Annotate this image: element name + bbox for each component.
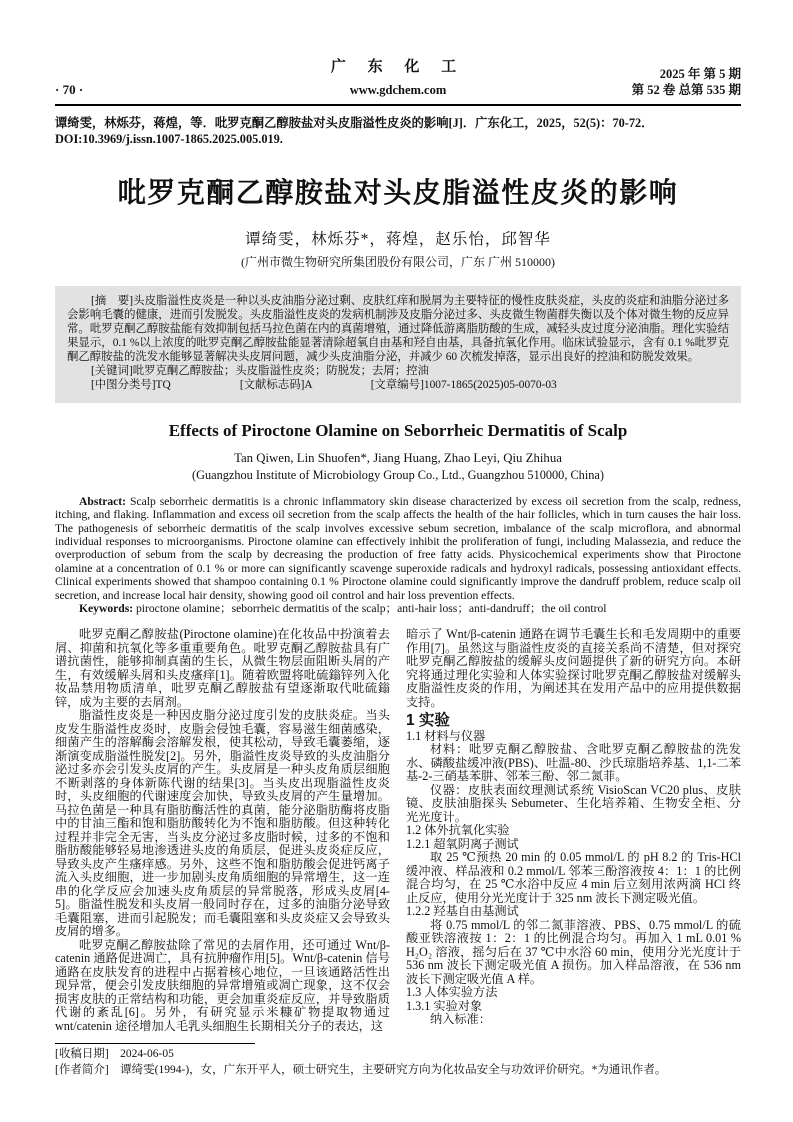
abstract-en <box>55 495 741 602</box>
journal-masthead <box>225 58 571 98</box>
keywords-en-label: Keywords: <box>79 601 134 615</box>
body-paragraph: 将 0.75 mmol/L 的邻二氮菲溶液、PBS、0.75 mmol/L 的硫酸亚铁溶液按 1：2：1 的比例混合均匀。再加入 1 mL 0.01 % H₂O₂ 溶液，摇匀后在 37 ℃中水浴 60 min，使用分光光度计于 536 nm 波长下测定吸光值 A 损伤。加入样品溶液，在 536 nm 波长下测定吸光值 A 样。 <box>406 917 741 986</box>
abstract-en-label: Abstract: <box>79 494 127 508</box>
journal-website: www.gdchem.com <box>349 82 447 97</box>
subsection-heading: 1.3 人体实验方法 <box>406 985 498 1000</box>
body-columns <box>55 628 741 1033</box>
journal-name: 广 东 化 工 <box>330 59 466 75</box>
issue-info <box>571 67 741 98</box>
article-title-en: Effects of Piroctone Olamine on Seborrheic Dermatitis of Scalp <box>168 420 628 440</box>
authors-cn: 谭绮雯，林烁芬*，蒋煌，赵乐怡，邱智华 <box>245 231 551 249</box>
citation-line: 谭绮雯，林烁芬，蒋煌，等．吡罗克酮乙醇胺盐对头皮脂溢性皮炎的影响[J]．广东化工，2025，52(5)：70-72． <box>55 116 654 131</box>
subsection-heading: 1.2.1 超氧阴离子测试 <box>406 836 519 851</box>
journal-header <box>55 58 741 98</box>
volume-line: 第 52 卷 总第 535 期 <box>631 82 741 97</box>
page-number: · 70 · <box>55 82 84 98</box>
abstract-box-cn <box>55 286 741 402</box>
abstract-cn: [摘 要]头皮脂溢性皮炎是一种以头皮油脂分泌过剩、皮肤红痒和脱屑为主要特征的慢性皮肤炎症，头皮的炎症和油脂分泌过多会影响毛囊的健康，进而引发脱发。头皮脂溢性皮炎的发病机制涉及皮脂分泌过多、头皮微生物菌群失衡以及个体对微生物的反应异常。吡罗克酮乙醇胺盐能有效抑制包括马拉色菌在内的真菌增殖，通过降低游离脂肪酸的生成，减轻头皮过度分泌油脂。理化实验结果显示，0.1 %以上浓度的吡罗克酮乙醇胺盐能显著清除超氧自由基和羟自由基，具备抗氧化作用。临床试验显示，含有 0.1 %吡罗克酮乙醇胺盐的洗发水能够显著解决头皮屑问题，减少头皮油脂分泌，并减少 60 次梳发掉落，显示出良好的控油和防脱发效果。 <box>67 295 729 363</box>
keywords-en-text: piroctone olamine；seborrheic dermatitis of the scalp；anti-hair loss；anti-dandruff；the oil control <box>133 601 607 615</box>
subsection-heading: 1.2.2 羟基自由基测试 <box>406 904 519 919</box>
body-paragraph: 吡罗克酮乙醇胺盐(Piroctone olamine)在化妆品中扮演着去屑、抑菌和抗氧化等多重重要角色。吡罗克酮乙醇胺盐具有广谱抗菌性，能够抑制真菌的生长，从微生物层面阻断头屑的产生，有效缓解头屑和头皮瘙痒[1]。随着欧盟将吡硫鎓锌列入化妆品禁用物质清单，吡罗克酮乙醇胺盐有望逐渐取代吡硫鎓锌，成为主要的去屑剂。 <box>55 627 390 709</box>
body-paragraph: 纳入标准： <box>430 1012 491 1027</box>
author-bio-line: [作者简介] 谭绮雯(1994-)，女，广东开平人，硕士研究生，主要研究方向为化妆品安全与功效评价研究。*为通讯作者。 <box>55 1063 667 1076</box>
clc-number: [中图分类号]TQ <box>91 378 171 391</box>
issue-line: 2025 年 第 5 期 <box>659 67 741 82</box>
body-paragraph: 脂溢性皮炎是一种因皮脂分泌过度引发的皮肤炎症。当头皮发生脂溢性皮炎时，皮脂会侵蚀毛囊，容易滋生细菌感染，细菌产生的溶解酶会溶解发根，使其松动，导致毛囊萎缩，逐渐演变成脂溢性脱发[2]。另外，脂溢性皮炎导致的头皮油脂分泌过多亦会引发头皮屑的产生。头皮屑是一种头皮角质层细胞不断剥落的身体新陈代谢的结果[3]。当头皮出现脂溢性皮炎时，头皮细胞的代谢速度会加快，导致头皮屑的产生量增加。马拉色菌是一种具有脂肪酶活性的真菌，能分泌脂肪酶将皮脂中的甘油三酯和饱和脂肪酸转化为不饱和脂肪酸。但这种转化过程并非完全无害，当头皮分泌过多皮脂时候，过多的不饱和脂肪酸能够轻易地渗透进头皮的角质层，促进头皮炎症反应，导致头皮产生瘙痒感。另外，这些不饱和脂肪酸会促进钙离子流入头皮细胞，进一步加剧头皮角质细胞的异常增生，这一连串的化学反应会加速头皮角质层的异常脱落，形成头皮屑[4-5]。脂溢性脱发和头皮屑一般同时存在，过多的油脂分泌导致毛囊阻塞，进而引起脱发；而毛囊阻塞和头皮炎症又会导致头皮屑的增多。 <box>55 708 390 939</box>
affiliation-cn: (广州市微生物研究所集团股份有限公司，广东 广州 510000) <box>241 255 555 270</box>
document-code: [文献标志码]A <box>239 378 313 391</box>
body-paragraph-continued: 暗示了 Wnt/β-catenin 通路在调节毛囊生长和毛发周期中的重要作用[7]。虽然这与脂溢性皮炎的直接关系尚不清楚，但对探究吡罗克酮乙醇胺盐的缓解头皮问题提供了新的研究方向。本研究将通过理化实验和人体实验探讨吡罗克酮乙醇胺盐对缓解头皮脂溢性皮炎的作用，为阐述其在发用产品中的应用提供数据支持。 <box>406 627 741 709</box>
body-paragraph: 仪器：皮肤表面纹理测试系统 VisioScan VC20 plus、皮肤镜、皮肤油脂探头 Sebumeter、生化培养箱、生物安全柜、分光光度计。 <box>406 782 741 824</box>
article-meta-line <box>67 379 729 393</box>
subsection-heading: 1.2 体外抗氧化实验 <box>406 823 510 838</box>
affiliation-en: (Guangzhou Institute of Microbiology Group Co., Ltd., Guangzhou 510000, China) <box>192 467 604 482</box>
subsection-heading: 1.3.1 实验对象 <box>406 998 483 1013</box>
right-column <box>406 628 741 1033</box>
keywords-cn: [关键词]吡罗克酮乙醇胺盐；头皮脂溢性皮炎；防脱发；去屑；控油 <box>91 364 429 377</box>
citation-block <box>55 115 741 147</box>
body-paragraph: 吡罗克酮乙醇胺盐除了常见的去屑作用，还可通过 Wnt/β-catenin 通路促进凋亡，具有抗肿瘤作用[5]。Wnt/β-catenin 信号通路在皮肤发育的进程中占据着核心地位，一旦该通路活性出现异常，便会引发皮肤细胞的异常增殖或凋亡现象，这不仅会损害皮肤的正常结构和功能，更会加重炎症反应，并导致脂质代谢的紊乱[6]。另外，有研究显示米糠矿物提取物通过 wnt/catenin 途径增加人毛乳头细胞生长期相关分子的表达，这 <box>55 937 390 1033</box>
page-footnote <box>55 1043 741 1078</box>
left-column <box>55 628 390 1033</box>
keywords-en <box>55 602 741 615</box>
body-paragraph: 材料：吡罗克酮乙醇胺盐、含吡罗克酮乙醇胺盐的洗发水、磷酸盐缓冲液(PBS)、吐温-80、沙氏琼脂培养基、1,1-二苯基-2-三硝基苯肼、邻苯三酚、邻二氮菲。 <box>406 742 741 784</box>
article-id: [文章编号]1007-1865(2025)05-0070-03 <box>370 378 557 391</box>
body-paragraph: 取 25 ℃预热 20 min 的 0.05 mmol/L 的 pH 8.2 的 Tris-HCl 缓冲液、样品液和 0.2 mmol/L 邻苯三酚溶液按 4：1：1 的比例混合均匀，在 25 ℃水浴中反应 4 min 后立刻用浓两滴 HCl 终止反应，使用分光光度计于 325 nm 波长下测定吸光值。 <box>406 850 741 905</box>
section-heading-experiment: 1 实验 <box>406 712 450 730</box>
subsection-heading: 1.1 材料与仪器 <box>406 728 486 743</box>
article-title-cn: 吡罗克酮乙醇胺盐对头皮脂溢性皮炎的影响 <box>117 178 679 210</box>
header-divider <box>55 104 741 106</box>
doi-line: DOI:10.3969/j.issn.1007-1865.2025.005.019. <box>55 132 283 147</box>
authors-en: Tan Qiwen, Lin Shuofen*, Jiang Huang, Zhao Leyi, Qiu Zhihua <box>234 450 562 465</box>
footnote-divider <box>55 1043 255 1044</box>
abstract-en-text: Scalp seborrheic dermatitis is a chronic inflammatory skin disease characterized by excess oil secretion from the scalp, redness, itching, and flaking. Inflammation and excess oil secretion from the scalp affects the health of the hair follicles, which in turn causes the hair loss. The pathogenesis of seborrheic dermatitis of the scalp involves excessive sebum secretion, imbalance of the scalp microflora, and abnormal individual responses to microorganisms. Piroctone olamine can effectively inhibit the proliferation of fungi, including Malassezia, and reduce the overproduction of sebum from the scalp by decreasing the production of free fatty acids. Physicochemical experiments show that Piroctone olamine at a concentration of 0.1 % or more can significantly scavenge superoxide radicals and hydroxyl radicals, possessing antioxidant effects. Clinical experiments showed that shampoo containing 0.1 % Piroctone olamine could significantly improve the dandruff problem, reduce scalp oil secretion, and increase local hair density, showing good oil control and hair loss prevention effects. <box>55 494 741 602</box>
received-date-line: [收稿日期] 2024-06-05 <box>55 1048 174 1061</box>
